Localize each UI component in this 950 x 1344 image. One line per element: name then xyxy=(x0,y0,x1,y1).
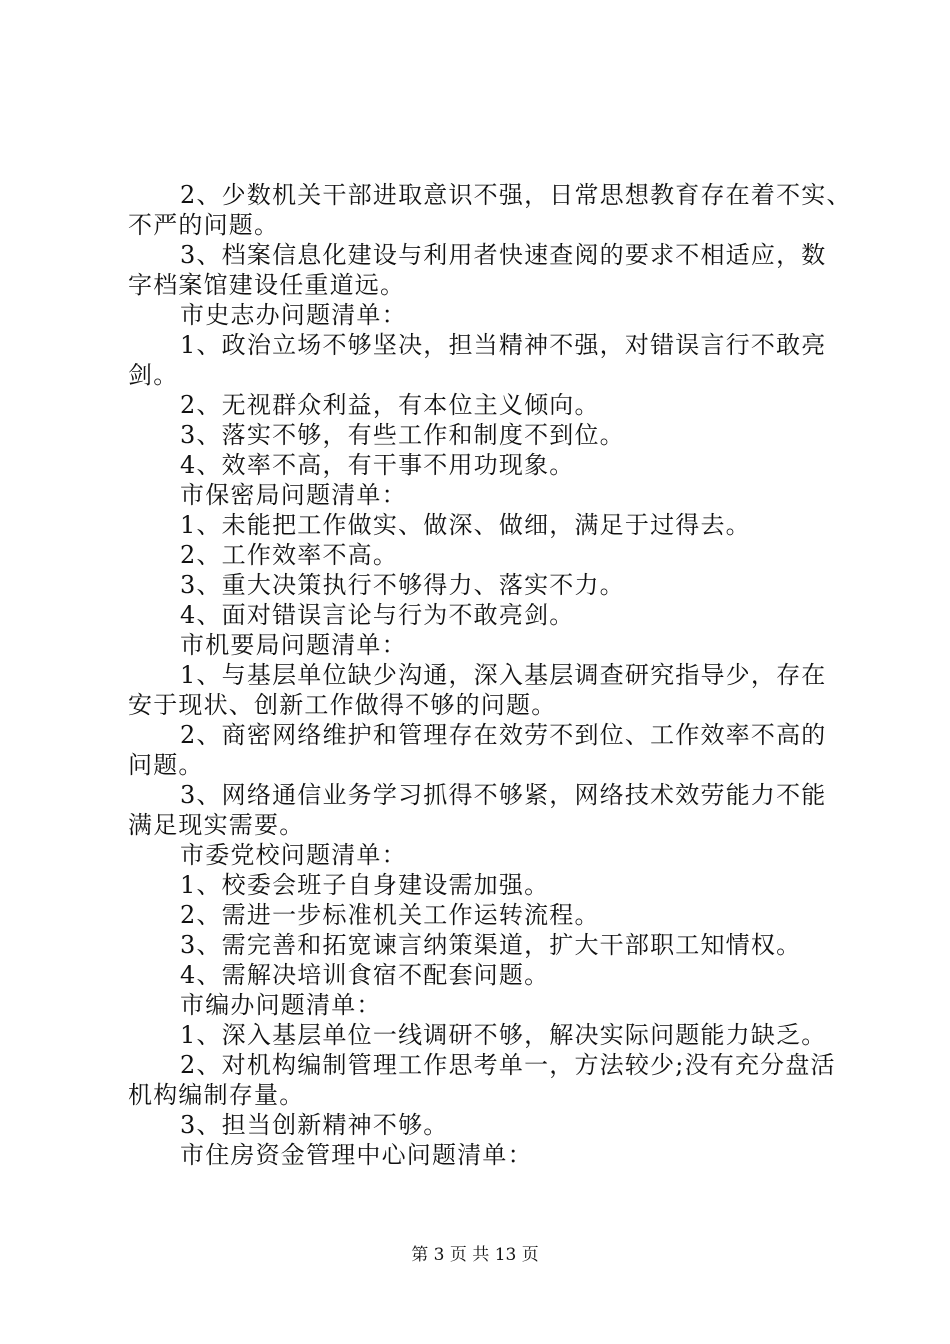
text-line: 2、需进一步标准机关工作运转流程。 xyxy=(180,901,600,929)
text-line: 2、商密网络维护和管理存在效劳不到位、工作效率不高的 xyxy=(180,721,827,749)
page-number-label: 第 3 页 共 13 页 xyxy=(411,1245,539,1265)
text-line: 2、无视群众利益，有本位主义倾向。 xyxy=(180,391,600,419)
text-line: 1、与基层单位缺少沟通，深入基层调查研究指导少，存在 xyxy=(180,661,827,689)
section-heading: 市保密局问题清单： xyxy=(180,481,407,509)
text-line: 3、重大决策执行不够得力、落实不力。 xyxy=(180,571,625,599)
text-line: 4、需解决培训食宿不配套问题。 xyxy=(180,961,550,989)
text-line: 1、深入基层单位一线调研不够，解决实际问题能力缺乏。 xyxy=(180,1021,827,1049)
document-body xyxy=(128,180,852,1170)
text-line: 2、工作效率不高。 xyxy=(180,541,399,569)
text-line: 3、网络通信业务学习抓得不够紧，网络技术效劳能力不能 xyxy=(180,781,827,809)
text-line: 机构编制存量。 xyxy=(128,1081,305,1109)
text-line: 1、校委会班子自身建设需加强。 xyxy=(180,871,550,899)
text-line: 3、需完善和拓宽谏言纳策渠道，扩大干部职工知情权。 xyxy=(180,931,802,959)
text-line: 2、对机构编制管理工作思考单一，方法较少;没有充分盘活 xyxy=(180,1051,836,1079)
section-heading: 市住房资金管理中心问题清单： xyxy=(180,1141,533,1169)
text-line: 满足现实需要。 xyxy=(128,811,305,839)
page-footer xyxy=(0,1240,950,1265)
text-line: 安于现状、创新工作做得不够的问题。 xyxy=(128,691,557,719)
text-line: 3、担当创新精神不够。 xyxy=(180,1111,449,1139)
text-line: 4、面对错误言论与行为不敢亮剑。 xyxy=(180,601,575,629)
text-line: 1、未能把工作做实、做深、做细，满足于过得去。 xyxy=(180,511,751,539)
section-heading: 市史志办问题清单： xyxy=(180,301,407,329)
section-heading: 市委党校问题清单： xyxy=(180,841,407,869)
text-line: 不严的问题。 xyxy=(128,211,280,239)
text-line: 3、落实不够，有些工作和制度不到位。 xyxy=(180,421,625,449)
text-line: 剑。 xyxy=(128,361,179,389)
text-line: 问题。 xyxy=(128,751,204,779)
text-line: 1、政治立场不够坚决，担当精神不强，对错误言行不敢亮 xyxy=(180,331,827,359)
text-line: 字档案馆建设任重道远。 xyxy=(128,271,406,299)
section-heading: 市编办问题清单： xyxy=(180,991,382,1019)
text-line: 2、少数机关干部进取意识不强，日常思想教育存在着不实、 xyxy=(180,181,852,209)
text-line: 4、效率不高，有干事不用功现象。 xyxy=(180,451,575,479)
text-line: 3、档案信息化建设与利用者快速查阅的要求不相适应，数 xyxy=(180,241,827,269)
section-heading: 市机要局问题清单： xyxy=(180,631,407,659)
